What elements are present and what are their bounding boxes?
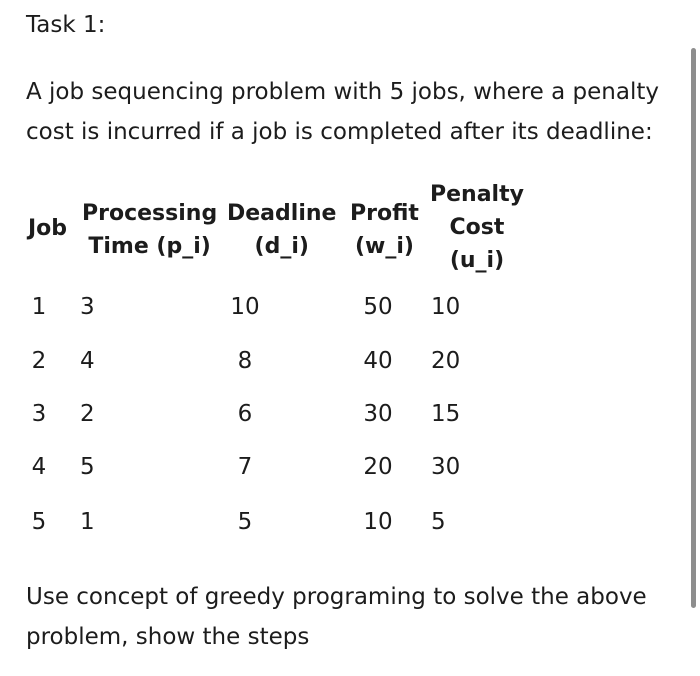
cell-processing-time: 3 xyxy=(80,294,95,320)
cell-penalty: 15 xyxy=(431,401,461,427)
header-deadline-line2: (d_i) xyxy=(254,234,309,259)
problem-statement: A job sequencing problem with 5 jobs, where a penalty cost is incurred if a job is completed after its deadline: xyxy=(26,79,659,145)
cell-deadline: 6 xyxy=(237,401,253,427)
scrollbar[interactable] xyxy=(691,48,696,608)
cell-profit: 50 xyxy=(363,294,393,320)
header-profit-line2: (w_i) xyxy=(354,234,414,259)
header-profit-line1: Profit xyxy=(350,201,419,226)
cell-job: 5 xyxy=(31,509,47,535)
header-job xyxy=(28,212,67,245)
cell-job: 4 xyxy=(31,454,47,480)
cell-penalty: 20 xyxy=(431,348,461,374)
cell-deadline: 5 xyxy=(237,509,253,535)
header-profit xyxy=(350,197,419,263)
header-penalty-line1: Penalty xyxy=(430,182,524,207)
cell-profit: 30 xyxy=(363,401,393,427)
cell-penalty: 10 xyxy=(431,294,461,320)
instructions: Use concept of greedy programing to solve the above problem, show the steps xyxy=(26,584,647,650)
cell-deadline: 10 xyxy=(230,294,260,320)
header-penalty-cost xyxy=(430,178,524,277)
cell-processing-time: 1 xyxy=(80,509,95,535)
cell-processing-time: 4 xyxy=(80,348,95,374)
cell-profit: 40 xyxy=(363,348,393,374)
cell-job: 3 xyxy=(31,401,47,427)
header-penalty-line2: Cost xyxy=(449,215,505,240)
cell-penalty: 30 xyxy=(431,454,461,480)
cell-profit: 10 xyxy=(363,509,393,535)
cell-processing-time: 5 xyxy=(80,454,95,480)
header-processing-line1: Processing xyxy=(82,201,218,226)
header-job-label: Job xyxy=(28,216,68,241)
cell-processing-time: 2 xyxy=(80,401,95,427)
header-deadline-line1: Deadline xyxy=(227,201,337,226)
cell-job: 2 xyxy=(31,348,47,374)
header-processing-line2: Time (p_i) xyxy=(88,234,211,259)
cell-deadline: 7 xyxy=(237,454,253,480)
cell-profit: 20 xyxy=(363,454,393,480)
header-penalty-line3: (u_i) xyxy=(449,248,505,273)
task-title: Task 1: xyxy=(26,12,106,38)
cell-penalty: 5 xyxy=(431,509,446,535)
header-deadline xyxy=(227,197,336,263)
header-processing-time xyxy=(82,197,217,263)
cell-deadline: 8 xyxy=(237,348,253,374)
cell-job: 1 xyxy=(31,294,47,320)
